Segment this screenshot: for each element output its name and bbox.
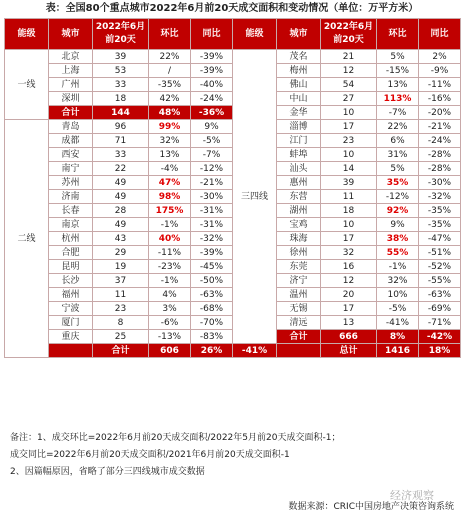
area-value: 39 <box>93 50 149 64</box>
area-value: 32 <box>321 246 377 260</box>
mom-change: -13% <box>149 330 191 344</box>
area-value: 17 <box>321 120 377 134</box>
city-name: 宝鸡 <box>277 218 321 232</box>
table-row <box>5 344 461 358</box>
area-value: 11 <box>321 190 377 204</box>
city-name: 南京 <box>49 218 93 232</box>
area-value: 23 <box>93 302 149 316</box>
area-value: 54 <box>321 78 377 92</box>
area-value: 1416 <box>377 344 419 358</box>
city-name: 广州 <box>49 78 93 92</box>
area-value: 17 <box>321 232 377 246</box>
city-name: 珠海 <box>277 232 321 246</box>
mom-change: 99% <box>149 120 191 134</box>
mom-change: 5% <box>377 50 419 64</box>
note-line-3: 2、因篇幅原因，省略了部分三四线城市成交数据 <box>10 467 205 477</box>
area-value: 53 <box>93 64 149 78</box>
mom-change: -1% <box>149 274 191 288</box>
mom-change: 18% <box>419 344 461 358</box>
tier-label <box>277 344 321 358</box>
yoy-change: -47% <box>419 232 461 246</box>
city-name: 江门 <box>277 134 321 148</box>
area-value: 20 <box>321 288 377 302</box>
mom-change: -4% <box>149 162 191 176</box>
city-name: 金华 <box>277 106 321 120</box>
area-value: 71 <box>93 134 149 148</box>
area-value: 21 <box>321 50 377 64</box>
city-name: 上海 <box>49 64 93 78</box>
city-name: 成都 <box>49 134 93 148</box>
yoy-change: -70% <box>191 316 233 330</box>
transaction-table <box>4 18 461 358</box>
note-line-1: 备注：1、成交环比=2022年6月前20天成交面积/2022年5月前20天成交面积-1； <box>10 433 341 443</box>
mom-change: 4% <box>149 288 191 302</box>
city-name: 深圳 <box>49 92 93 106</box>
mom-change: 26% <box>191 344 233 358</box>
city-name: 重庆 <box>49 330 93 344</box>
city-name: 东莞 <box>277 260 321 274</box>
city-name: 温州 <box>277 288 321 302</box>
yoy-change: -12% <box>191 162 233 176</box>
mom-change: -23% <box>149 260 191 274</box>
yoy-change: -35% <box>419 218 461 232</box>
header-value-right: 2022年6月前20天 <box>321 19 377 50</box>
area-value: 23 <box>321 134 377 148</box>
city-name: 汕头 <box>277 162 321 176</box>
header-yoy-left: 同比 <box>191 19 233 50</box>
area-value: 10 <box>321 218 377 232</box>
mom-change: 113% <box>377 92 419 106</box>
yoy-change: -32% <box>419 190 461 204</box>
city-name: 杭州 <box>49 232 93 246</box>
area-value: 18 <box>321 204 377 218</box>
area-value: 16 <box>321 260 377 274</box>
mom-change: 8% <box>377 330 419 344</box>
yoy-change: -45% <box>191 260 233 274</box>
header-row <box>5 19 461 50</box>
header-city-left: 城市 <box>49 19 93 50</box>
yoy-change: -55% <box>419 274 461 288</box>
city-name: 长沙 <box>49 274 93 288</box>
yoy-change: -39% <box>191 50 233 64</box>
header-tier-left: 能级 <box>5 19 49 50</box>
yoy-change: -11% <box>419 78 461 92</box>
area-value: 28 <box>93 204 149 218</box>
mom-change: -1% <box>149 218 191 232</box>
yoy-change: -32% <box>191 232 233 246</box>
yoy-change: -31% <box>191 218 233 232</box>
mom-change: 13% <box>377 78 419 92</box>
yoy-change: -30% <box>419 176 461 190</box>
yoy-change: -63% <box>419 288 461 302</box>
area-value: 14 <box>321 162 377 176</box>
yoy-change: -52% <box>419 260 461 274</box>
city-name: 湖州 <box>277 204 321 218</box>
city-name: 福州 <box>49 288 93 302</box>
area-value: 666 <box>321 330 377 344</box>
city-name: 总计 <box>321 344 377 358</box>
city-name: 昆明 <box>49 260 93 274</box>
city-name: 淄博 <box>277 120 321 134</box>
city-name: 惠州 <box>277 176 321 190</box>
header-mom-right: 环比 <box>377 19 419 50</box>
yoy-change: -16% <box>419 92 461 106</box>
yoy-change: -7% <box>191 148 233 162</box>
area-value: 17 <box>321 302 377 316</box>
city-name: 茂名 <box>277 50 321 64</box>
mom-change: 5% <box>377 162 419 176</box>
city-name: 无锡 <box>277 302 321 316</box>
city-name: 合计 <box>277 330 321 344</box>
tier-label: 三四线 <box>233 50 277 344</box>
city-name: 清远 <box>277 316 321 330</box>
city-name: 中山 <box>277 92 321 106</box>
yoy-change: -40% <box>191 78 233 92</box>
area-value: 13 <box>321 316 377 330</box>
city-name: 佛山 <box>277 78 321 92</box>
yoy-change: -50% <box>191 274 233 288</box>
header-tier-right: 能级 <box>233 19 277 50</box>
yoy-change: 2% <box>419 50 461 64</box>
city-name: 南宁 <box>49 162 93 176</box>
mom-change: 40% <box>149 232 191 246</box>
mom-change: -1% <box>377 260 419 274</box>
mom-change: 22% <box>149 50 191 64</box>
area-value: 33 <box>93 148 149 162</box>
mom-change: -6% <box>149 316 191 330</box>
header-city-right: 城市 <box>277 19 321 50</box>
city-name: 蚌埠 <box>277 148 321 162</box>
mom-change: 9% <box>377 218 419 232</box>
city-name: 东营 <box>277 190 321 204</box>
city-name: 合计 <box>49 106 93 120</box>
city-name: 青岛 <box>49 120 93 134</box>
yoy-change: -35% <box>419 204 461 218</box>
mom-change: 22% <box>377 120 419 134</box>
yoy-change: -24% <box>419 134 461 148</box>
yoy-change: -63% <box>191 288 233 302</box>
city-name: 宁波 <box>49 302 93 316</box>
notes <box>10 430 460 481</box>
yoy-change: -69% <box>419 302 461 316</box>
tier-label: 二线 <box>5 120 49 358</box>
yoy-change: -42% <box>419 330 461 344</box>
mom-change: 175% <box>149 204 191 218</box>
area-value: 10 <box>321 148 377 162</box>
yoy-change: -5% <box>191 134 233 148</box>
city-name: 合计 <box>93 344 149 358</box>
mom-change: -41% <box>377 316 419 330</box>
yoy-change: -39% <box>191 64 233 78</box>
yoy-change: 9% <box>191 120 233 134</box>
header-yoy-right: 同比 <box>419 19 461 50</box>
watermark: 经济观察 <box>390 489 434 502</box>
area-value: 10 <box>321 106 377 120</box>
mom-change: -5% <box>377 302 419 316</box>
mom-change: 32% <box>377 274 419 288</box>
area-value: 11 <box>93 288 149 302</box>
yoy-change: -31% <box>191 204 233 218</box>
area-value: 49 <box>93 218 149 232</box>
mom-change: 35% <box>377 176 419 190</box>
city-name: 长春 <box>49 204 93 218</box>
area-value: 49 <box>93 176 149 190</box>
area-value: 12 <box>321 274 377 288</box>
mom-change: -11% <box>149 246 191 260</box>
yoy-change: -21% <box>419 120 461 134</box>
city-name: 厦门 <box>49 316 93 330</box>
mom-change: 32% <box>149 134 191 148</box>
tier-label: 一线 <box>5 50 49 120</box>
area-value: 43 <box>93 232 149 246</box>
yoy-change: -51% <box>419 246 461 260</box>
area-value: 8 <box>93 316 149 330</box>
mom-change: -7% <box>377 106 419 120</box>
area-value: 33 <box>93 78 149 92</box>
area-value: 39 <box>321 176 377 190</box>
yoy-change: -36% <box>191 106 233 120</box>
mom-change: -15% <box>377 64 419 78</box>
city-name: 苏州 <box>49 176 93 190</box>
yoy-change: -39% <box>191 246 233 260</box>
yoy-change: -9% <box>419 64 461 78</box>
mom-change: -12% <box>377 190 419 204</box>
mom-change: 6% <box>377 134 419 148</box>
tier-label <box>49 344 93 358</box>
area-value: 606 <box>149 344 191 358</box>
mom-change: 3% <box>149 302 191 316</box>
city-name: 合肥 <box>49 246 93 260</box>
city-name: 梅州 <box>277 64 321 78</box>
city-name: 济宁 <box>277 274 321 288</box>
area-value: 49 <box>93 190 149 204</box>
mom-change: 42% <box>149 92 191 106</box>
mom-change: 48% <box>149 106 191 120</box>
mom-change: -35% <box>149 78 191 92</box>
mom-change: 13% <box>149 148 191 162</box>
yoy-change: -68% <box>191 302 233 316</box>
yoy-change: -20% <box>419 106 461 120</box>
yoy-change: -83% <box>191 330 233 344</box>
mom-change: 47% <box>149 176 191 190</box>
note-line-2: 成交同比=2022年6月前20天成交面积/2021年6月前20天成交面积-1 <box>10 450 290 460</box>
yoy-change: -30% <box>191 190 233 204</box>
yoy-change: -28% <box>419 148 461 162</box>
yoy-change: -24% <box>191 92 233 106</box>
header-value-left: 2022年6月前20天 <box>93 19 149 50</box>
mom-change: 31% <box>377 148 419 162</box>
header-mom-left: 环比 <box>149 19 191 50</box>
mom-change: 55% <box>377 246 419 260</box>
area-value: 25 <box>93 330 149 344</box>
area-value: 19 <box>93 260 149 274</box>
area-value: 12 <box>321 64 377 78</box>
city-name: 北京 <box>49 50 93 64</box>
mom-change: 38% <box>377 232 419 246</box>
city-name: 徐州 <box>277 246 321 260</box>
area-value: 27 <box>321 92 377 106</box>
area-value: 96 <box>93 120 149 134</box>
area-value: 22 <box>93 162 149 176</box>
city-name: 西安 <box>49 148 93 162</box>
yoy-change: -28% <box>419 162 461 176</box>
area-value: 144 <box>93 106 149 120</box>
mom-change: 10% <box>377 288 419 302</box>
table-row <box>5 50 461 64</box>
mom-change: / <box>149 64 191 78</box>
yoy-change: -71% <box>419 316 461 330</box>
area-value: 37 <box>93 274 149 288</box>
mom-change: 98% <box>149 190 191 204</box>
yoy-change: -41% <box>233 344 277 358</box>
yoy-change: -21% <box>191 176 233 190</box>
city-name: 济南 <box>49 190 93 204</box>
data-source: 数据来源：CRIC中国房地产决策咨询系统 <box>288 502 454 512</box>
area-value: 29 <box>93 246 149 260</box>
area-value: 18 <box>93 92 149 106</box>
mom-change: 92% <box>377 204 419 218</box>
table-title: 表：全国80个重点城市2022年6月前20天成交面积和变动情况（单位：万平方米） <box>45 3 419 14</box>
